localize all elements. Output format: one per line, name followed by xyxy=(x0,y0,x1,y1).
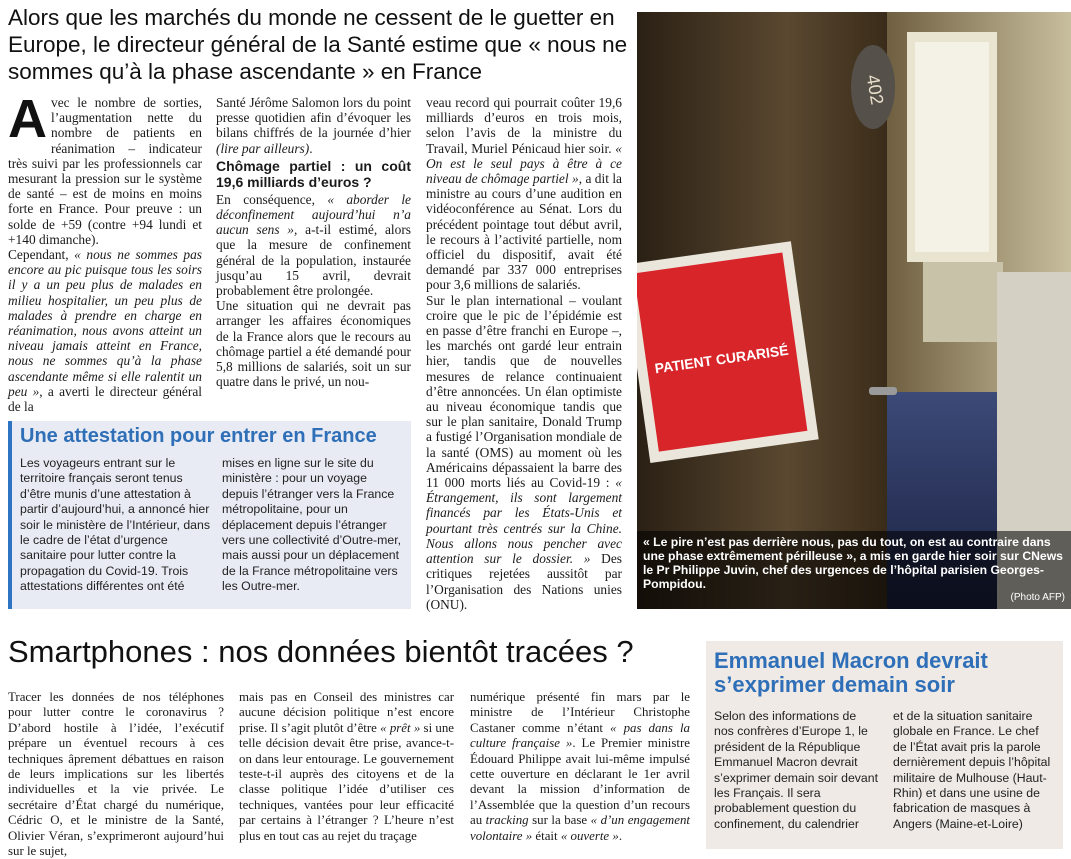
quote-text: « ouverte » xyxy=(560,828,619,843)
caption-text: « Le pire n’est pas derrière nous, pas du tout, on est au contraire dans une phase extrêmement périlleuse », a mis en garde hier soir sur CNews le Pr Philippe Juvin, chef des urgences de l’hôpital parisien Georges-Pompidou. xyxy=(643,535,1063,591)
box-column-2: mises en ligne sur le site du ministère : pour un voyage depuis l’étranger vers la France métropolitaine, pour un déplacement depuis l’étranger vers une collectivité d’Outre-mer, mais aussi pour un déplacement de la France métropolitaine vers les Outre-mer. xyxy=(222,456,402,594)
patient-curarise-sign: PATIENT CURARISÉ xyxy=(653,341,790,377)
attestation-sidebar-box xyxy=(8,421,411,609)
paragraph-text: Santé Jérôme Salomon lors du point presse quotidien afin d’évoquer les bilans chiffrés de la journée d’hier xyxy=(216,95,411,141)
italic-term: tracking xyxy=(485,813,529,828)
photo-credit: (Photo AFP) xyxy=(1010,592,1065,603)
quote-text: « prêt » xyxy=(380,720,421,735)
door-handle-icon xyxy=(869,387,897,395)
macron-sidebar-box xyxy=(706,641,1063,849)
box-title: Une attestation pour entrer en France xyxy=(20,425,377,447)
paragraph-text: veau record qui pourrait coûter 19,6 milliards d’euros en trois mois, selon l’avis de la ministre du Travail, Muriel Pénicaud hier soir. xyxy=(426,95,622,156)
drop-cap: A xyxy=(8,89,47,149)
quote-text: « Étrangement, ils sont largement financés par les États-Unis et pourtant très centrés sur la Chine. Nous allons nous pencher avec attention sur le dossier. » xyxy=(426,475,622,567)
paragraph-text: était xyxy=(532,828,561,843)
photo-caption xyxy=(637,531,1071,609)
reference-text: (lire par ailleurs) xyxy=(216,140,310,156)
paragraph-text: Des critiques rejetées aussitôt par l’Organisation des Nations unies (ONU). xyxy=(426,551,622,612)
article-column-1 xyxy=(8,89,202,415)
paragraph-text: Cependant, xyxy=(8,247,75,263)
article-paragraph xyxy=(216,95,411,156)
paragraph-text: vec le nombre de sorties, l’augmentation nette du nombre de patients en réanimation – indicateur très suivi par les professionnels car mesurant la pression sur le système de santé – est de moins en moins forte en France. Pour preuve : un solde de +59 (contre +94 lundi et +140 dimanche). xyxy=(8,95,202,247)
article-column-2 xyxy=(216,95,411,389)
quote-text: « aborder le déconfinement aujourd’hui n’a aucun sens » xyxy=(216,191,411,238)
paragraph-text: Sur le plan international – voulant croire que le pic de l’épidémie est en passe d’être franchi en Europe –, les marchés ont gardé leur entrain hier, tandis que de nouvelles mesures de relance continuaient d’être annoncées. Un élan optimiste au niveau économique tandis que sur le plan sanitaire, Donald Trump a fustigé l’Organisation mondiale de la santé (OMS) au moment où les Américains dépassaient la barre des 11 000 morts liés au Covid-19 : xyxy=(426,292,622,491)
box-column-2: et de la situation sanitaire globale en France. Le chef de l’État avait pris la parole dernièrement depuis l’hôpital militaire de Mulhouse (Haut-Rhin) et dans une usine de fabrication de masques à Angers (Maine-et-Loire) xyxy=(893,709,1051,831)
paragraph-text: En conséquence, xyxy=(216,191,328,207)
article-paragraph xyxy=(426,95,622,293)
article-paragraph xyxy=(426,293,622,612)
smartphones-column-3 xyxy=(470,690,690,844)
box-column-1: Selon des informations de nos confrères d’Europe 1, le président de la République Emmanuel Macron devrait s’exprimer demain soir devant les Français. Il sera probablement question du confinement, du calendrier xyxy=(714,709,879,831)
main-headline: Alors que les marchés du monde ne cessent de le guetter en Europe, le directeur général de la Santé estime que « nous ne sommes qu’à la phase ascendante » en France xyxy=(8,5,628,84)
article-column-3 xyxy=(426,95,622,612)
paragraph-text: , a-t-il estimé, alors que la mesure de confinement général de la population, instaurée jusqu’au 15 avril, devrait probablement être prolongée. xyxy=(216,222,411,299)
article-paragraph xyxy=(8,89,202,247)
paragraph-text: . xyxy=(309,140,313,156)
paragraph-text: . xyxy=(618,828,623,843)
article-paragraph: Tracer les données de nos téléphones pour lutter contre le coronavirus ? D’abord hostile à l’idée, l’exécutif prépare un éventuel recours à ces techniques âprement débattues en raison de leurs implications sur les libertés individuelles et la vie privée. Le secrétaire d’État chargé du numérique, Cédric O, et le ministre de la Santé, Olivier Véran, s’exprimeront aujourd’hui sur le sujet, xyxy=(8,690,224,859)
paragraph-text: numérique présenté fin mars par le ministre de l’Intérieur Christophe Castaner comme n’étant xyxy=(470,690,690,735)
quote-text: « d’un engagement volontaire » xyxy=(470,813,690,843)
article-paragraph xyxy=(239,690,454,844)
paragraph-text: mais pas en Conseil des ministres car aucune décision politique n’est encore prise. Il s’agit plutôt d’être xyxy=(239,690,454,735)
subheading: Chômage partiel : un coût 19,6 milliards d’euros ? xyxy=(216,157,411,190)
paragraph-text: . Le Premier ministre Édouard Philippe avait lui-même impulsé cette ouverture en déclarant le 1er avril devant la mission d’information de l’Assemblée que la question d’un recours au xyxy=(470,736,690,828)
hospital-corridor-image xyxy=(637,12,1071,609)
smartphones-headline: Smartphones : nos données bientôt tracées ? xyxy=(8,634,634,669)
paragraph-text: , a dit la ministre au cours d’une audition en vidéoconférence au Sénat. Lors du précédent pointage tout début avril, le recours à l’activité partielle, nom officiel du dispositif, avait été demandé par 337 000 entreprises pour 3,6 millions de salariés. xyxy=(426,171,622,293)
quote-text: « nous ne sommes pas encore au pic puisque tous les soirs il y a un peu plus de malades en milieu hospitalier, un peu plus de malades à prendre en charge en réanimation, nous avons atteint un niveau jamais atteint en France, nous ne sommes qu’à la phase ascendante même si elle ralentit un peu » xyxy=(8,247,202,399)
room-number-plate: 402 xyxy=(862,73,888,107)
quote-text: « pas dans la culture française » xyxy=(470,720,690,751)
hospital-photo xyxy=(637,12,1071,609)
paragraph-text: , a averti le directeur général de la xyxy=(8,383,202,415)
smartphones-column-2 xyxy=(239,690,454,844)
article-paragraph xyxy=(8,247,202,414)
paragraph-text: sur la base xyxy=(528,813,591,828)
paragraph-text: si une telle décision devait être prise, avance-t-on dans leur entourage. Le gouvernement teste-t-il auprès des citoyens et de la classe politique l’idée d’utiliser ces techniques, vantées pour leur efficacité par certains à l’étranger ? L’heure n’est plus en tout cas au rejet du traçage xyxy=(239,720,455,843)
article-paragraph xyxy=(470,690,690,844)
article-paragraph: Une situation qui ne devrait pas arranger les affaires économiques de la France alors que le recours au chômage partiel a été demandé pour 5,8 millions de salariés, soit un sur quatre dans le privé, un nou- xyxy=(216,298,411,390)
box-accent-bar xyxy=(8,421,12,609)
smartphones-column-1 xyxy=(8,690,224,859)
article-paragraph xyxy=(216,192,411,298)
box-title: Emmanuel Macron devrait s’exprimer demain soir xyxy=(714,648,988,697)
box-column-1: Les voyageurs entrant sur le territoire français seront tenus d’être munis d’une attestation à partir d’aujourd’hui, a annoncé hier soir le ministère de l’Intérieur, dans le cadre de l’état d’urgence sanitaire pour lutter contre la propagation du Covid-19. Trois attestations différentes ont été xyxy=(20,456,211,594)
quote-text: « On est le seul pays à être à ce niveau de chômage partiel » xyxy=(426,140,622,187)
